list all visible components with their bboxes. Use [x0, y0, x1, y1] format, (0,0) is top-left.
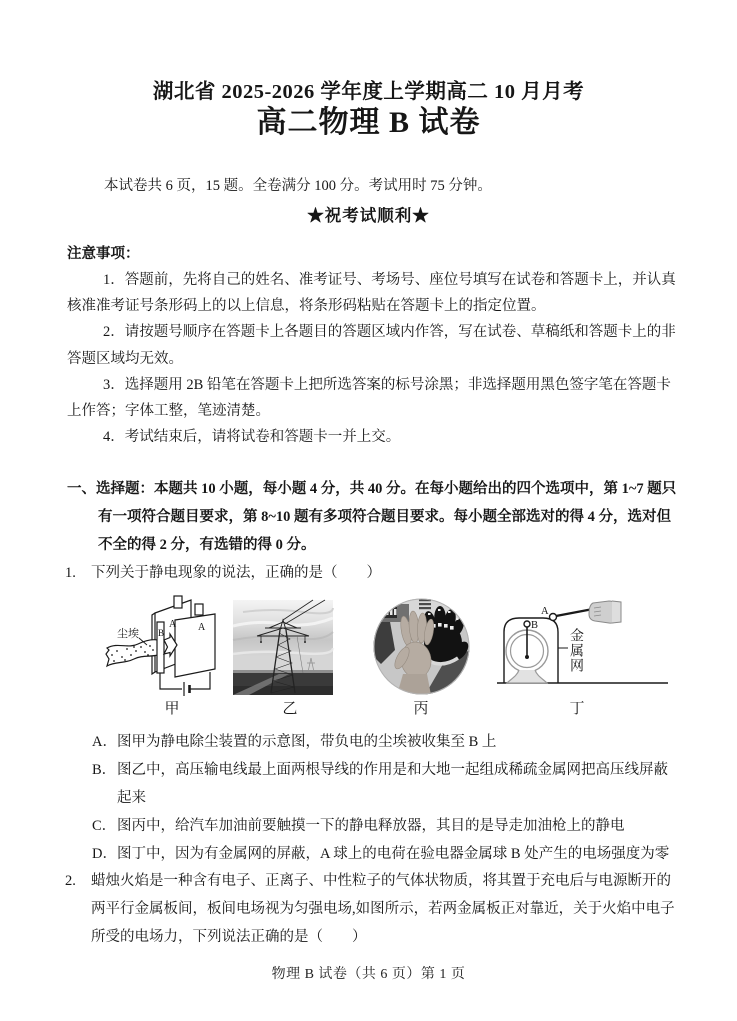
notice-line: 4．考试结束后，请将试卷和答题卡一并上交。 [103, 429, 401, 445]
ding-charged-ball-label: A [541, 606, 549, 617]
question-1-text: 下列关于静电现象的说法，正确的是（ ） [91, 565, 381, 581]
option-b-text-wrap: 起来 [117, 790, 146, 806]
notice-line: 2．请按题号顺序在答题卡上各题目的答题区域内作答，写在试卷、草稿纸和答题卡上的非 [103, 324, 676, 340]
jia-dust-label: 尘埃 [117, 628, 139, 640]
page-footer: 物理 B 试卷（共 6 页）第 1 页 [271, 967, 466, 982]
paper-title: 高二物理 B 试卷 [256, 106, 481, 139]
question-1-number: 1. [65, 565, 76, 581]
exam-session-title: 湖北省 2025-2026 学年度上学期高二 10 月月考 [152, 81, 585, 103]
figure-bing-static-discharger-photo [373, 598, 470, 695]
figure-caption-ding: 丁 [569, 701, 585, 717]
option-c-text: 图丙中，给汽车加油前要触摸一下的静电释放器，其目的是导走加油枪上的静电 [117, 818, 625, 834]
option-b-text: 图乙中，高压输电线最上面两根导线的作用是和大地一起组成稀疏金属网把高压线屏蔽 [117, 762, 668, 778]
question-2-line: 所受的电场力，下列说法正确的是（ ） [91, 929, 367, 945]
notice-line: 上作答；字体工整，笔迹清楚。 [67, 403, 270, 419]
jia-rod-label: B [158, 628, 165, 638]
notice-line: 1．答题前，先将自己的姓名、准考证号、考场号、座位号填写在试卷和答题卡上，并认真 [103, 272, 676, 288]
figure-ding-electroscope-shield-diagram [497, 600, 672, 685]
notice-line: 核准准考证号条形码上的以上信息，将条形码粘贴在答题卡上的指定位置。 [67, 298, 546, 314]
option-d-text: 图丁中，因为有金属网的屏蔽，A 球上的电荷在验电器金属球 B 处产生的电场强度为零 [117, 846, 670, 862]
option-a-letter: A． [92, 734, 117, 750]
section-one-intro-line: 一、选择题：本题共 10 小题，每小题 4 分，共 40 分。在每小题给出的四个选项中，第 1~7 题只 [67, 481, 677, 497]
figure-caption-bing: 丙 [413, 701, 429, 717]
question-2-line: 蜡烛火焰是一种含有电子、正离子、中性粒子的气体状物质，将其置于充电后与电源断开的 [91, 873, 671, 889]
figure-caption-yi: 乙 [282, 701, 298, 717]
jia-back-plate-label: A [169, 619, 177, 630]
notice-line: 答题区域均无效。 [67, 351, 183, 367]
option-c-letter: C． [92, 818, 117, 834]
notices-heading: 注意事项： [67, 246, 140, 262]
figure-jia-dust-collector-diagram [98, 589, 220, 701]
exam-info-line: 本试卷共 6 页，15 题。全卷满分 100 分。考试用时 75 分钟。 [104, 178, 492, 194]
question-2-line: 两平行金属板间，板间电场视为匀强电场,如图所示，若两金属板正对靠近，关于火焰中电子 [91, 901, 675, 917]
option-d-letter: D． [92, 846, 117, 862]
jia-front-plate-label: A [198, 622, 206, 633]
ding-scope-ball-label: B [531, 620, 539, 631]
figure-caption-jia: 甲 [164, 701, 180, 717]
figure-yi-power-line-photo [233, 600, 333, 695]
section-one-intro-line: 有一项符合题目要求，第 8~10 题有多项符合题目要求。每小题全部选对的得 4 分，选对但 [98, 509, 672, 525]
ding-metal-net-label: 金属网 [568, 628, 583, 673]
option-a-text: 图甲为静电除尘装置的示意图，带负电的尘埃被收集至 B 上 [117, 734, 497, 750]
option-b-letter: B． [92, 762, 117, 778]
section-one-intro-line: 不全的得 2 分，有选错的得 0 分。 [98, 537, 316, 553]
blessing-line: ★祝考试顺利★ [307, 206, 430, 225]
question-2-number: 2. [65, 873, 76, 889]
notice-line: 3．选择题用 2B 铅笔在答题卡上把所选答案的标号涂黑；非选择题用黑色签字笔在答题卡 [103, 377, 671, 393]
